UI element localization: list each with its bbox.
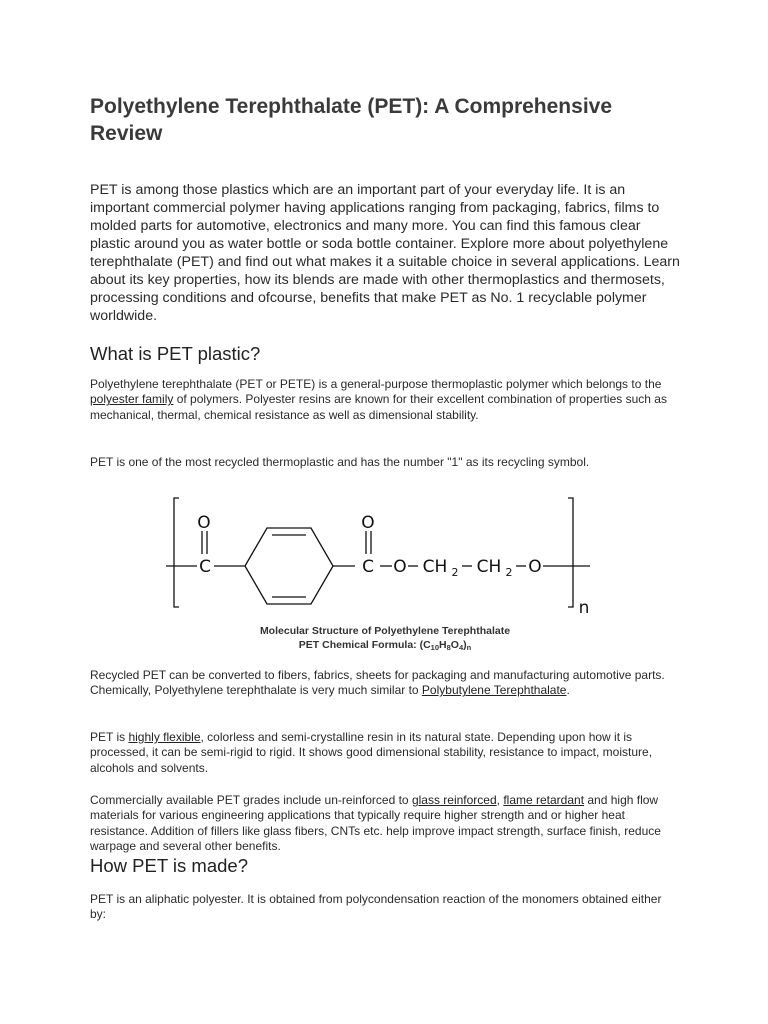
subscript: n: [466, 643, 472, 652]
subscript: 8: [446, 643, 451, 652]
text: .: [566, 683, 570, 698]
text: Commercially available PET grades include un-reinforced to: [90, 793, 412, 807]
paragraph-recycled-pet: [90, 668, 680, 699]
group-ch2-a: CH: [422, 557, 448, 577]
text: ): [463, 639, 467, 651]
group-ch2-b: CH: [476, 557, 502, 577]
repeat-n: n: [578, 598, 590, 617]
figure-caption: [90, 624, 680, 655]
intro-paragraph: PET is among those plastics which are an important part of your everyday life. It is an important commercial polymer having applications ranging from packaging, fabrics, films to molded parts for automotive, electronics and many more. You can find this famous clear plastic around you as water bottle or soda bottle container. Explore more about polyethylene terephthalate (PET) and find out what makes it a suitable choice in several applications. Learn about its key properties, how its blends are made with other thermoplastics and thermosets, processing conditions and ofcourse, benefits that make PET as No. 1 recyclable polymer worldwide.: [90, 182, 680, 324]
text: Recycled PET can be converted to fibers, fabrics, sheets for packaging and manufacturing automotive parts. Chemically, Polyethylene terephthalate is very much similar to: [90, 668, 665, 698]
molecular-structure-diagram: [160, 492, 600, 617]
link-flame-retardant[interactable]: flame retardant: [503, 793, 585, 807]
subscript-2a: 2: [451, 566, 459, 579]
link-highly-flexible[interactable]: highly flexible: [128, 730, 201, 744]
text: of polymers. Polyester resins are known for their excellent combination of properties such as mechanical, thermal, chemical resistance as well as dimensional stability.: [90, 392, 667, 422]
paragraph-aliphatic: PET is an aliphatic polyester. It is obtained from polycondensation reaction of the monomers obtained either by:: [90, 892, 662, 922]
text: , colorless and semi-crystalline resin in its natural state. Depending upon how it is processed, it can be semi-rigid to rigid. It shows good dimensional stability, resistance to impact, moisture, alcohols and solvents.: [90, 730, 653, 775]
text: ,: [496, 793, 504, 807]
caption-line-2: [90, 638, 680, 655]
paragraph-definition: [90, 377, 680, 423]
atom-o3: O: [393, 557, 407, 577]
paragraph-grades: [90, 793, 680, 855]
subscript: 4: [458, 643, 464, 652]
subscript-2b: 2: [505, 566, 513, 579]
text: PET Chemical Formula: (C: [298, 639, 431, 651]
text: and high flow materials for various engineering applications that typically require higher strength and or higher heat resistance. Addition of fillers like glass fibers, CNTs etc. help improve impact strength, surface finish, reduce warpage and several other benefits.: [90, 793, 661, 854]
text: PET is: [90, 730, 129, 744]
atom-o4: O: [528, 557, 542, 577]
caption-line-1: Molecular Structure of Polyethylene Terephthalate: [259, 625, 511, 637]
atom-c1: C: [199, 557, 211, 577]
atom-o2: O: [361, 513, 375, 533]
paragraph-recycling: PET is one of the most recycled thermoplastic and has the number "1" as its recycling symbol.: [90, 455, 590, 469]
atom-o1: O: [197, 513, 211, 533]
link-polyester-family[interactable]: polyester family: [90, 392, 174, 407]
paragraph-properties: [90, 730, 680, 776]
text: Polyethylene terephthalate (PET or PETE) is a general-purpose thermoplastic polymer which belongs to the: [90, 377, 662, 391]
link-glass-reinforced[interactable]: glass reinforced: [411, 793, 497, 807]
subscript: 10: [430, 643, 439, 652]
section-heading-how-pet-is-made: How PET is made?: [90, 855, 248, 876]
atom-c2: C: [362, 557, 374, 577]
text: H: [439, 639, 447, 651]
section-heading-what-is-pet: What is PET plastic?: [90, 343, 261, 364]
page-title: Polyethylene Terephthalate (PET): A Comprehensive Review: [90, 95, 613, 145]
text: O: [450, 639, 459, 651]
link-polybutylene-terephthalate[interactable]: Polybutylene Terephthalate: [421, 683, 567, 698]
